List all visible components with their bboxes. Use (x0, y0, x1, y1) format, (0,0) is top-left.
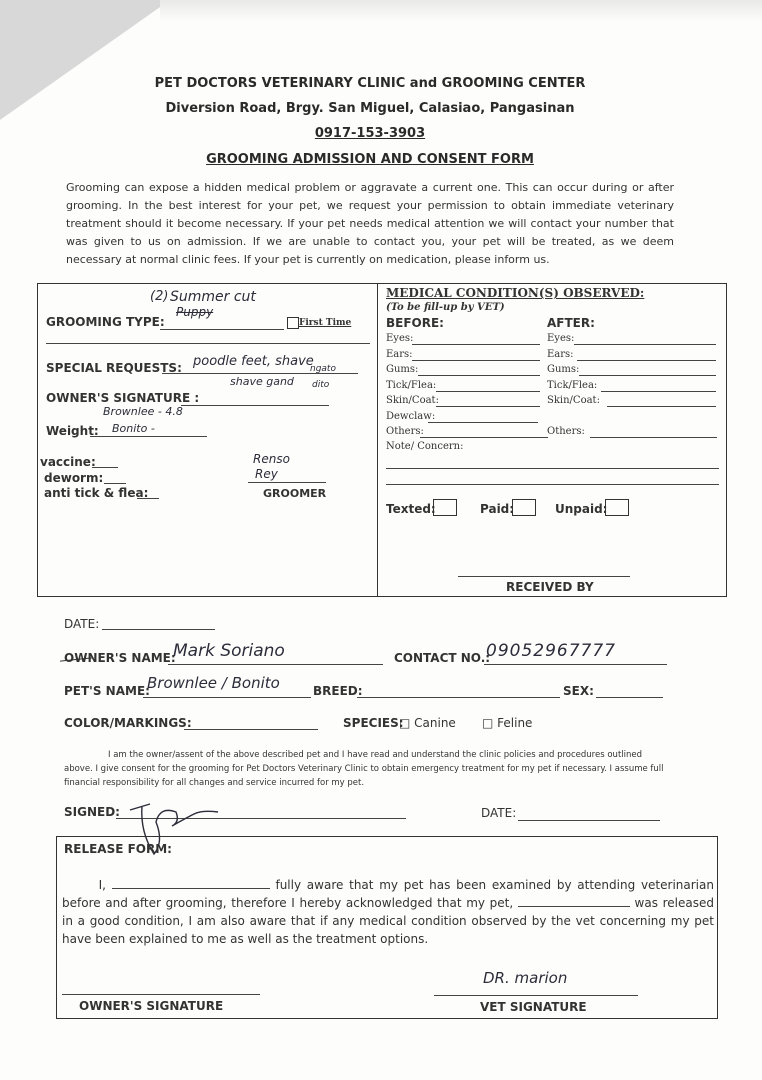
grooming-type-label: GROOMING TYPE: (46, 315, 165, 329)
before-item-label: Skin/Coat: (386, 395, 439, 406)
species-label: SPECIES: (343, 716, 404, 730)
species-feline-option[interactable]: □ Feline (482, 716, 533, 730)
release-title: RELEASE FORM: (64, 842, 172, 856)
after-item-label: Gums: (547, 364, 580, 375)
grooming-type-note: (2) (150, 289, 169, 304)
pet-name-line (143, 697, 311, 698)
release-text-1: I, (98, 878, 106, 892)
after-item-label: Skin/Coat: (547, 395, 600, 406)
texted-label: Texted: (386, 502, 436, 516)
texted-checkbox[interactable] (433, 499, 457, 516)
after-item-line[interactable] (590, 437, 717, 438)
antitick-line (137, 498, 159, 499)
after-item-line[interactable] (607, 406, 716, 407)
before-item-line[interactable] (436, 406, 540, 407)
before-item-line[interactable] (418, 375, 540, 376)
owner-name-value: Mark Soriano (173, 641, 285, 661)
special-requests-value-1: poodle feet, shave (193, 354, 314, 369)
before-item-line[interactable] (412, 360, 540, 361)
weight-value-2: Bonito - (112, 422, 155, 435)
after-item-line[interactable] (574, 344, 716, 345)
received-by-label: RECEIVED BY (506, 580, 594, 594)
contact-value: 09052967777 (486, 641, 616, 661)
intro-paragraph: Grooming can expose a hidden medical problem or aggravate a current one. This can occur during or after grooming. In the best interest for your pet, we request your permission to obtain immediate veterinary treatment should it become necessary. If your pet needs medical attention we will contact your number that was given to us on admission. If we are unable to contact you, your pet will be treated, as we deem necessary at normal clinic fees. If your pet is currently on medication, please inform us. (66, 181, 674, 266)
after-item-label: Others: (547, 426, 585, 437)
before-item-label: Tick/Flea: (386, 379, 437, 391)
note-line-2 (386, 484, 719, 485)
owner-name-label: OWNER'S NAME: (64, 651, 176, 665)
owner-signature-label: OWNER'S SIGNATURE : (46, 391, 200, 405)
weight-line (90, 436, 207, 437)
before-item-line[interactable] (428, 422, 538, 423)
date-label: DATE: (64, 617, 100, 631)
release-owner-blank[interactable] (112, 877, 270, 889)
paid-label: Paid: (480, 502, 515, 516)
unpaid-label: Unpaid: (555, 502, 608, 516)
special-requests-label: SPECIAL REQUESTS: (46, 361, 182, 375)
medical-title: MEDICAL CONDITION(S) OBSERVED: (386, 286, 645, 300)
received-by-line (458, 576, 630, 577)
release-text (62, 876, 714, 948)
before-item-line[interactable] (420, 437, 548, 438)
special-requests-value-2: shave gand (230, 375, 294, 388)
after-item-line[interactable] (579, 375, 716, 376)
before-item-line[interactable] (436, 391, 540, 392)
paper-edge (160, 0, 762, 22)
groomer-name-1: Renso (253, 452, 290, 466)
grooming-type-line-2 (46, 343, 370, 344)
owner-name-line (168, 664, 383, 665)
color-line (184, 729, 318, 730)
antitick-label: anti tick & flea: (44, 486, 149, 500)
clinic-address: Diversion Road, Brgy. San Miguel, Calasiao, Pangasinan (165, 101, 575, 116)
signed-label: SIGNED: (64, 805, 120, 819)
before-item-label: Ears: (386, 348, 413, 360)
clinic-phone: 0917-153-3903 (314, 126, 426, 141)
after-item-line[interactable] (601, 391, 716, 392)
before-item-label: Eyes: (386, 333, 414, 344)
release-text-3: was released in a good condition, I am also aware that if any medical condition observed by the vet concerning my pet have been explained to me as well as the treatment options. (62, 896, 715, 946)
before-item-line[interactable] (412, 344, 540, 345)
groomer-name-2: Rey (255, 467, 278, 481)
vet-signature-value: DR. marion (483, 969, 568, 987)
vaccine-line (92, 467, 118, 468)
column-divider (377, 284, 378, 596)
form-title: GROOMING ADMISSION AND CONSENT FORM (206, 152, 534, 167)
special-requests-value-4: dito (312, 380, 330, 390)
signed-date-label: DATE: (481, 806, 517, 820)
pet-name-label: PET'S NAME: (64, 684, 150, 698)
before-item-label: Gums: (386, 364, 419, 375)
before-label: BEFORE: (386, 316, 444, 330)
weight-label: Weight: (46, 424, 99, 438)
after-label: AFTER: (547, 316, 595, 330)
grooming-details-box (37, 283, 727, 597)
contact-label: CONTACT NO.: (394, 651, 491, 665)
consent-text: I am the owner/assent of the above described pet and I have read and understand the clinic policies and procedures outlined above. I give consent for the grooming for Pet Doctors Veterinary Clinic to obtain emergency treatment for my pet if necessary. I assume full financial responsibility for all changes and service incurred for my pet. (64, 750, 664, 788)
release-owner-sig-line (62, 994, 260, 995)
before-item-label: Dewclaw: (386, 410, 436, 422)
deworm-label: deworm: (44, 471, 104, 485)
contact-line (484, 664, 667, 665)
sex-line (596, 697, 663, 698)
species-canine-option[interactable]: □ Canine (399, 716, 456, 730)
first-time-checkbox[interactable] (287, 317, 299, 329)
before-item-label: Others: (386, 426, 424, 437)
vaccine-label: vaccine: (40, 455, 96, 469)
first-time-label: First Time (299, 318, 352, 328)
release-pet-blank[interactable] (518, 895, 630, 907)
unpaid-checkbox[interactable] (605, 499, 629, 516)
medical-subtitle: (To be fill-up by VET) (386, 302, 505, 313)
deworm-line (104, 483, 126, 484)
groomer-label: GROOMER (263, 487, 327, 500)
breed-label: BREED: (313, 684, 363, 698)
after-item-label: Tick/Flea: (547, 379, 598, 391)
grooming-type-line (160, 329, 284, 330)
note-label: Note/ Concern: (386, 441, 464, 452)
release-vet-signature-label: VET SIGNATURE (480, 1000, 587, 1014)
clinic-name: PET DOCTORS VETERINARY CLINIC and GROOMING CENTER (154, 76, 586, 91)
pet-name-value: Brownlee / Bonito (147, 674, 280, 692)
paid-checkbox[interactable] (512, 499, 536, 516)
after-item-line[interactable] (577, 360, 716, 361)
date-line (102, 629, 215, 630)
sex-label: SEX: (563, 684, 594, 698)
grooming-type-value: Summer cut (170, 289, 256, 305)
special-requests-line (162, 373, 358, 374)
after-item-label: Ears: (547, 348, 574, 360)
special-requests-value-3: ngato (310, 364, 336, 374)
release-vet-sig-line (434, 995, 638, 996)
breed-line (357, 697, 560, 698)
owner-signature-line (181, 405, 329, 406)
after-item-label: Eyes: (547, 333, 575, 344)
release-owner-signature-label: OWNER'S SIGNATURE (79, 999, 224, 1013)
note-line-1 (386, 468, 719, 469)
weight-value-1: Brownlee - 4.8 (103, 405, 183, 418)
release-text-2: fully aware that my pet has been examined by attending veterinarian before and after grooming, therefore I hereby acknowledged that my pet, (62, 878, 714, 910)
color-label: COLOR/MARKINGS: (64, 716, 192, 730)
signed-date-line (518, 820, 660, 821)
groomer-line (248, 482, 326, 483)
grooming-type-struck: Puppy (176, 305, 214, 319)
